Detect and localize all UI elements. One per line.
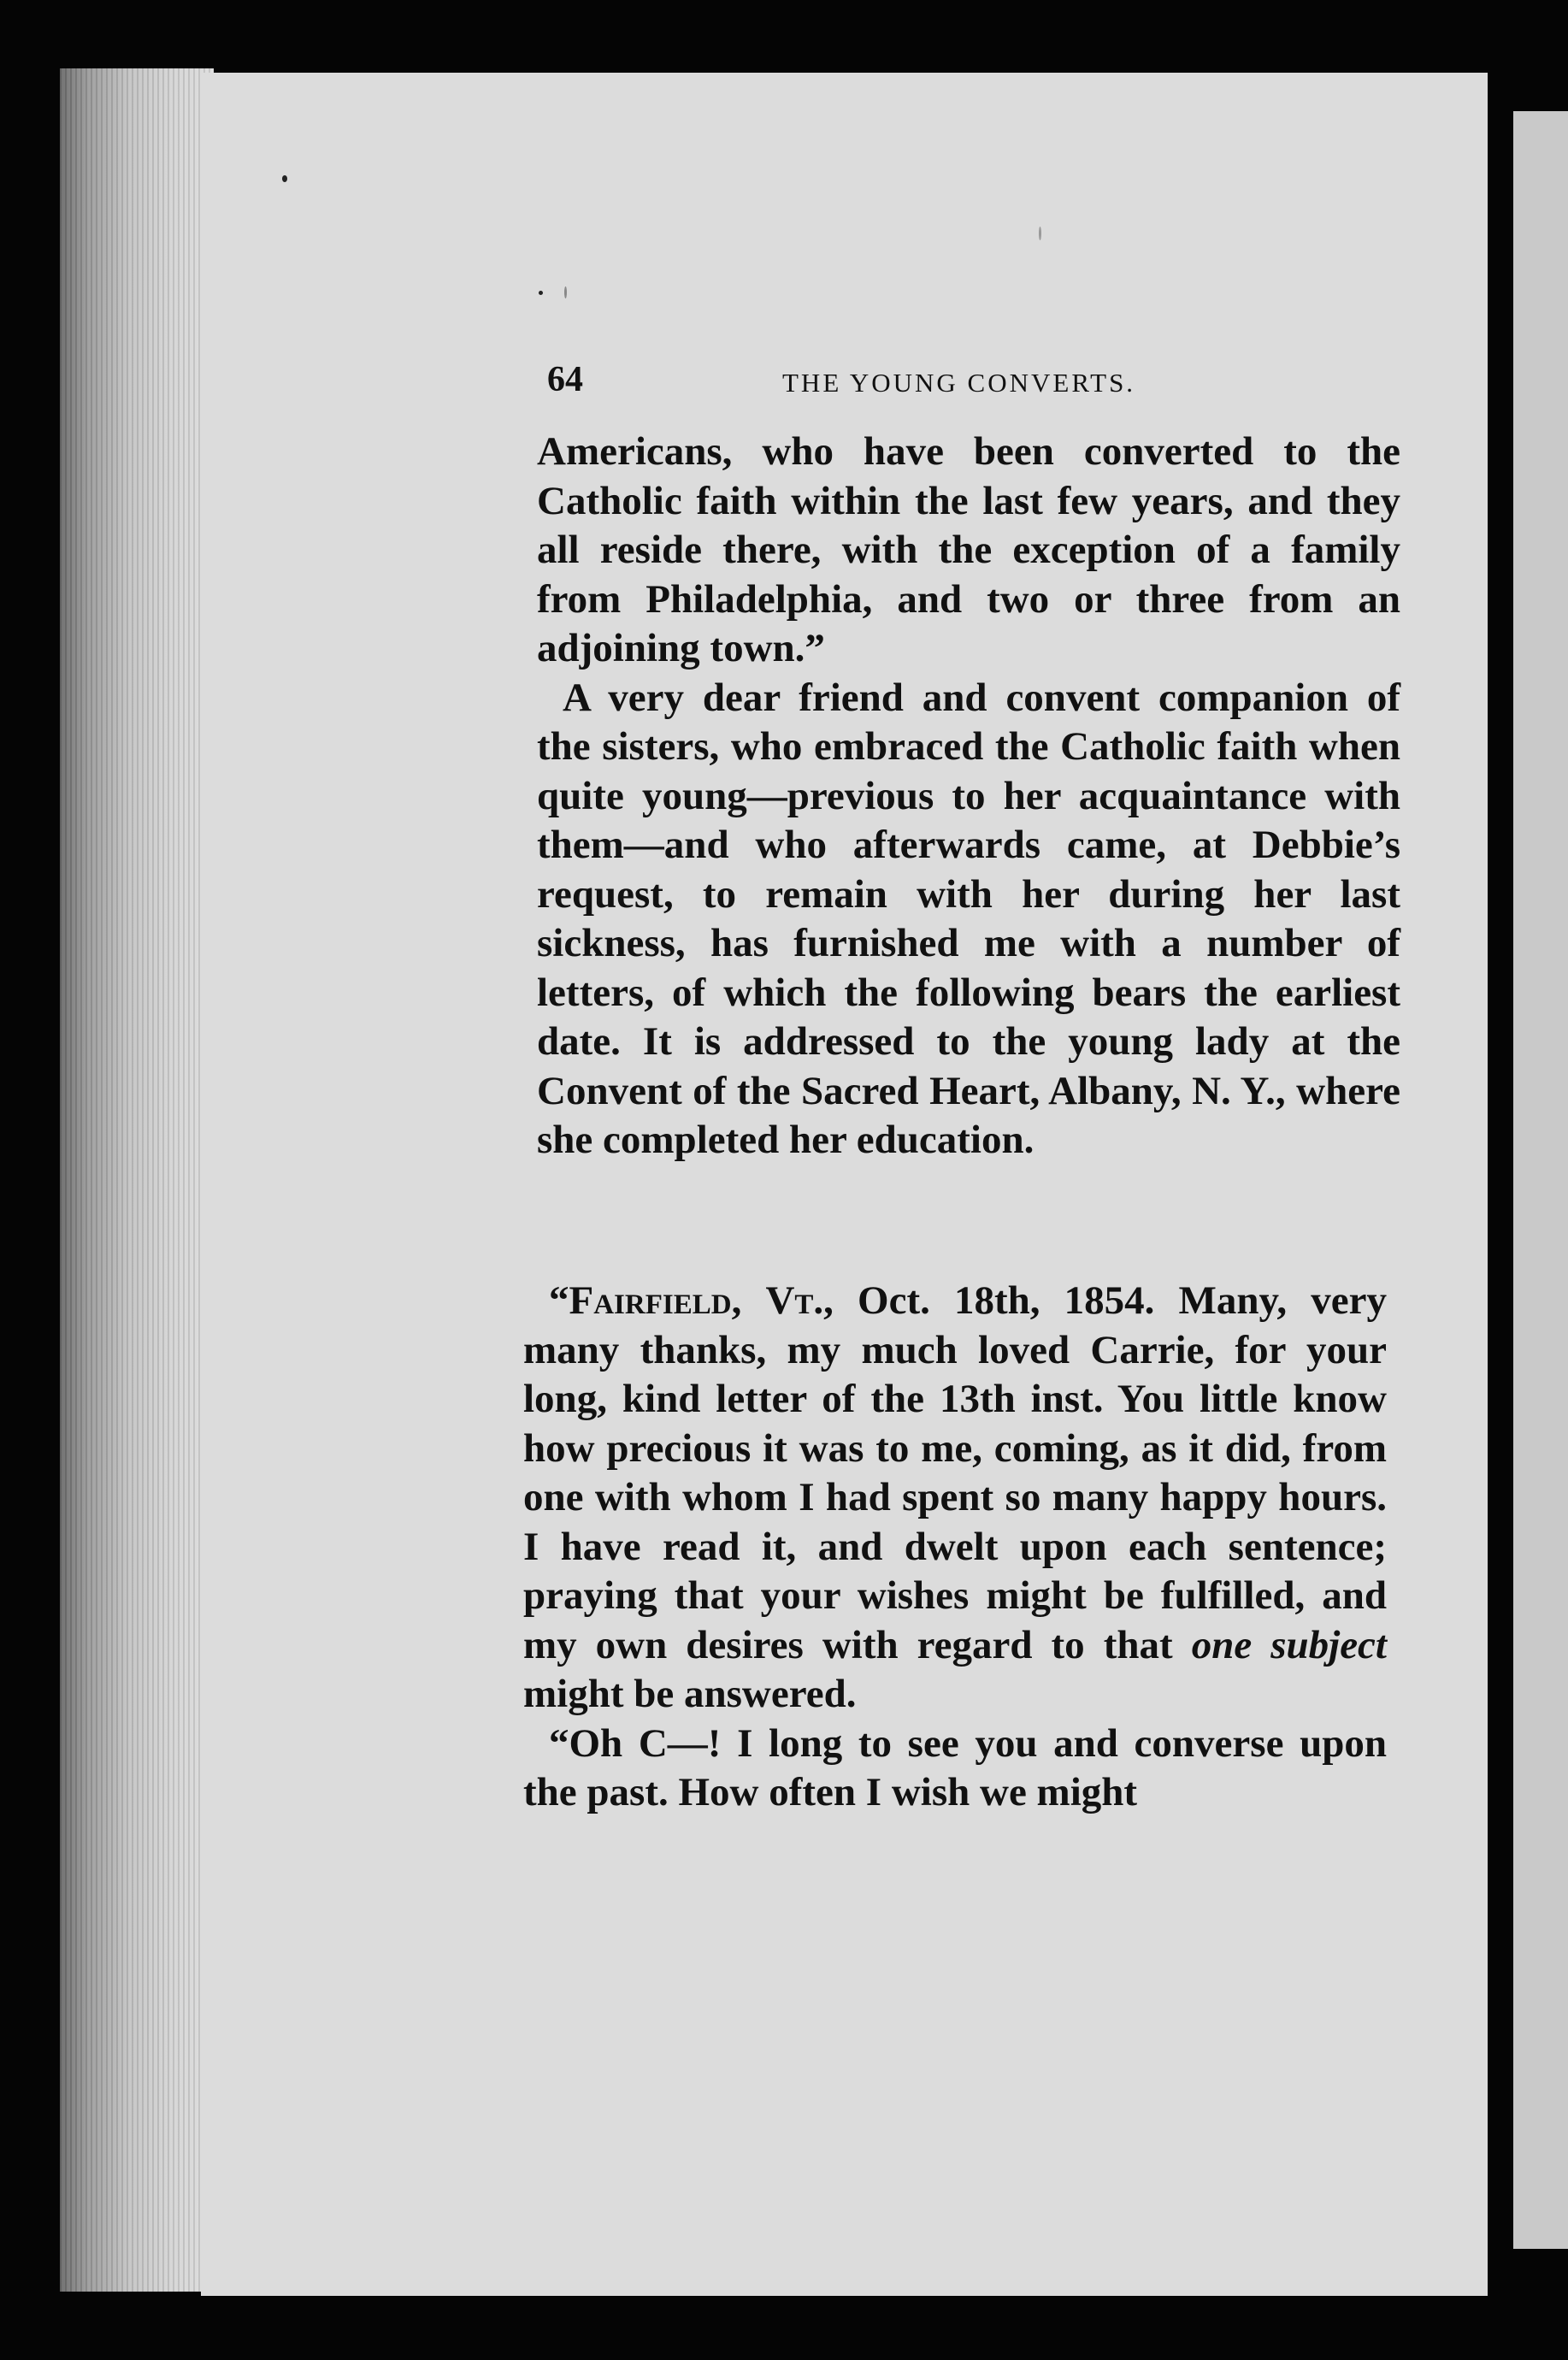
letter-place: “Fairfield xyxy=(549,1278,732,1323)
dust-speck xyxy=(539,291,543,295)
paragraph-oh-c: “Oh C—! I long to see you and converse upon the past. How often I wish we might xyxy=(523,1720,1387,1814)
dust-speck xyxy=(1039,227,1041,240)
letter-state: Vt. xyxy=(765,1278,824,1323)
page-number: 64 xyxy=(547,360,583,399)
page-header xyxy=(547,359,1419,410)
next-page-sliver xyxy=(1513,111,1568,2249)
body-text-letter xyxy=(523,1277,1387,1818)
dust-speck xyxy=(282,175,287,182)
body-text-upper xyxy=(537,428,1400,1165)
letter-paragraph: “Fairfield, Vt., Oct. 18th, 1854. Many, very many thanks, my much loved Carrie, for your long, kind letter of the 13th inst. You little know how precious it was to me, coming, as it did, from one with whom I had spent so many happy hours. I have read it, and dwelt upon each sentence; praying that your wishes might be fulfilled, and my own desires with regard to that one subject might be answered. xyxy=(523,1278,1387,1716)
paragraph-friend: A very dear friend and convent companion of the sisters, who embraced the Catholic faith when quite young—previous to her acquaintance with them—and who afterwards came, at Debbie’s request, to remain with her during her last sickness, has furnished me with a number of letters, of which the following bears the earliest date. It is addressed to the young lady at the Convent of the Sacred Heart, Albany, N. Y., where she completed her education. xyxy=(537,675,1400,1162)
page-stack-edge xyxy=(60,68,214,2292)
letter-body: , Oct. 18th, 1854. Many, very many thanks, my much loved Carrie, for your long, kind letter of the 13th inst. You little know how precious it was to me, coming, as it did, from one with whom I had spent so many happy hours. I have read it, and dwelt upon each sentence; praying that your wishes might be fulfilled, and my own desires with regard to that xyxy=(523,1278,1387,1667)
running-head: THE YOUNG CONVERTS. xyxy=(782,368,1136,398)
letter-italic-phrase: one subject xyxy=(1191,1622,1387,1667)
letter-ending: might be answered. xyxy=(523,1672,857,1716)
paragraph-continuation: Americans, who have been converted to the Catholic faith within the last few years, and they all reside there, with the exception of a family from Philadelphia, and two or three from an adjoining town.” xyxy=(537,429,1400,670)
dust-speck xyxy=(564,286,567,298)
